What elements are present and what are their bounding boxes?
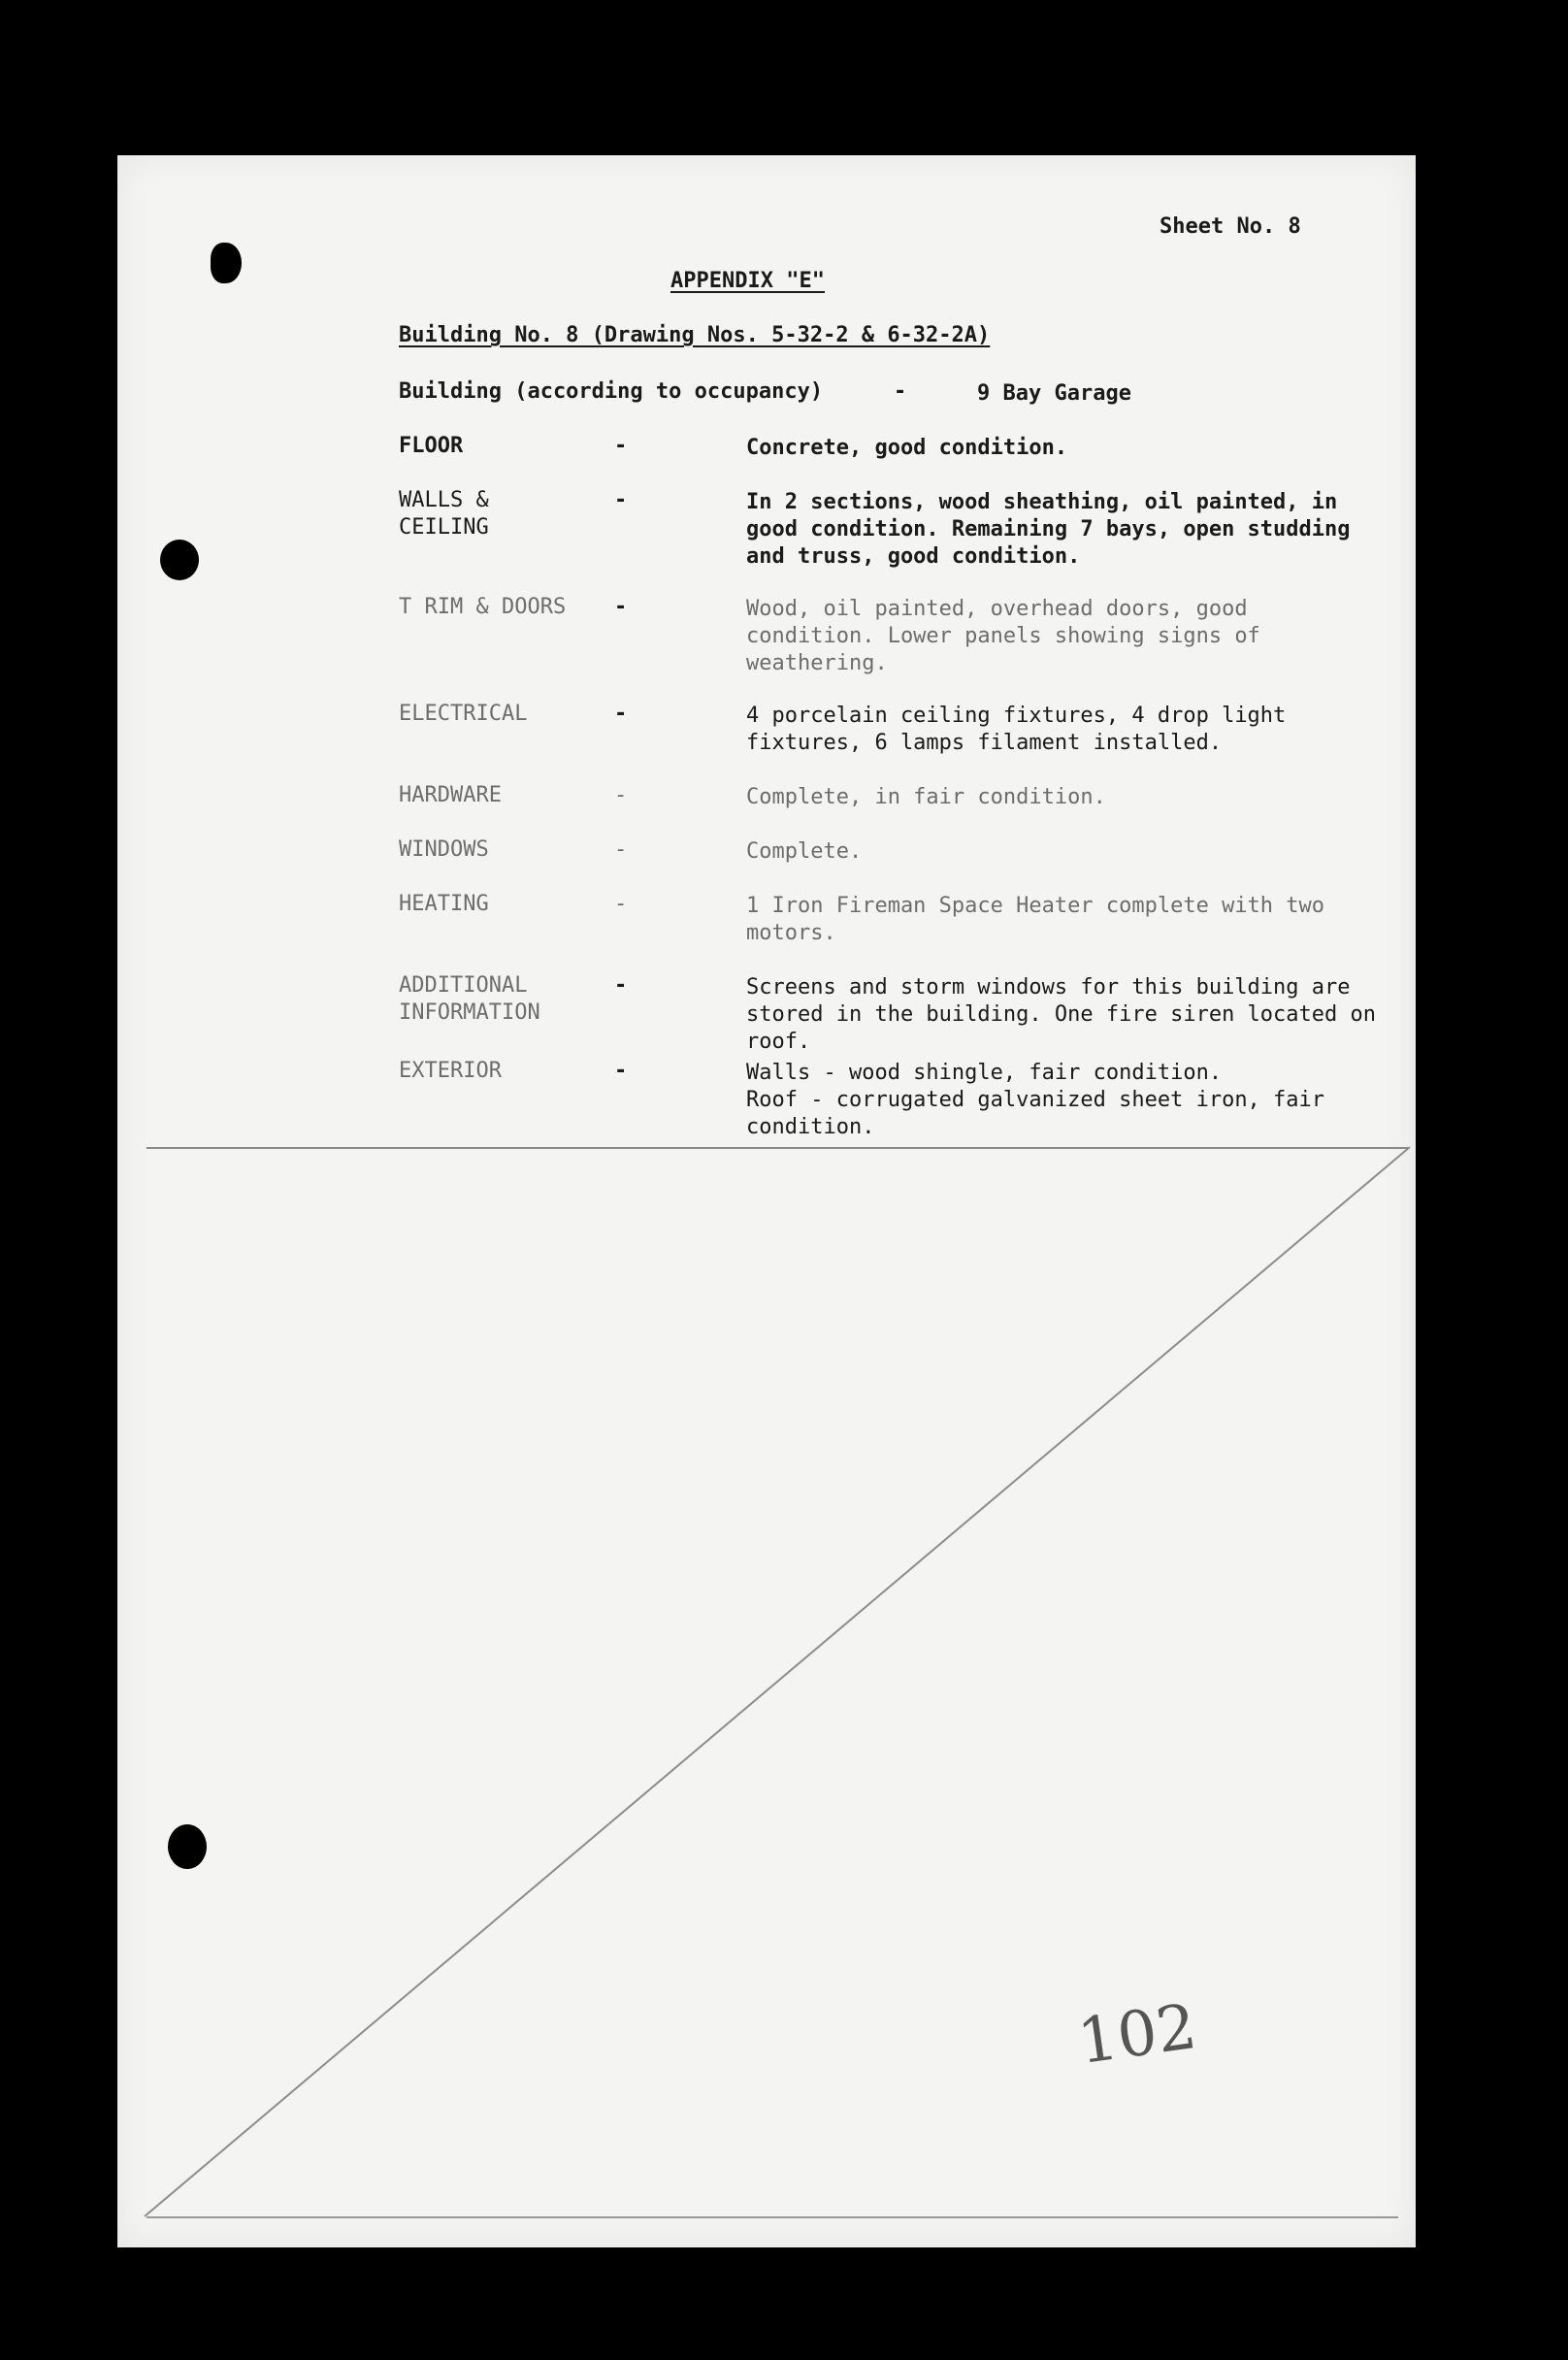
row-description: 4 porcelain ceiling fixtures, 4 drop light fixtures, 6 lamps filament installed. — [746, 704, 1287, 755]
row-description: Concrete, good condition. — [746, 436, 1068, 460]
row-label: FLOOR — [399, 434, 464, 458]
row-label: HARDWARE — [399, 783, 502, 807]
row-description: Wood, oil painted, overhead doors, good condition. Lower panels showing signs of weathering. — [746, 597, 1260, 675]
row-dash: - — [614, 488, 628, 512]
cancellation-diagonal-line — [117, 155, 1416, 2247]
row-dash: - — [614, 434, 628, 458]
row-dash: - — [614, 837, 628, 862]
row-label: WALLS & CEILING — [399, 488, 489, 540]
row-dash: - — [614, 892, 628, 916]
row-description: Walls - wood shingle, fair condition. Roof - corrugated galvanized sheet iron, fair condition. — [746, 1061, 1325, 1139]
occupancy-label: Building (according to occupancy) — [399, 379, 824, 404]
building-heading: Building No. 8 (Drawing Nos. 5-32-2 & 6-32-2A) — [399, 323, 991, 347]
row-label: ELECTRICAL — [399, 702, 528, 726]
row-description: 1 Iron Fireman Space Heater complete with two motors. — [746, 894, 1325, 945]
row-label: WINDOWS — [399, 837, 489, 862]
handwritten-page-mark: 102 — [1073, 1990, 1201, 2080]
document-page — [117, 155, 1416, 2247]
row-description: Screens and storm windows for this building are stored in the building. One fire siren located on roof. — [746, 975, 1377, 1054]
row-description: Complete. — [746, 839, 863, 864]
row-description: In 2 sections, wood sheathing, oil painted, in good condition. Remaining 7 bays, open studding and truss, good condition. — [746, 490, 1351, 569]
row-dash: - — [614, 702, 628, 726]
occupancy-value: 9 Bay Garage — [977, 381, 1131, 406]
row-label: T RIM & DOORS — [399, 595, 567, 619]
occupancy-dash: - — [894, 379, 907, 404]
row-label: HEATING — [399, 892, 489, 916]
bottom-divider — [147, 2216, 1398, 2218]
sheet-number: Sheet No. 8 — [1160, 214, 1301, 239]
row-dash: - — [614, 973, 628, 998]
row-dash: - — [614, 783, 628, 807]
row-label: EXTERIOR — [399, 1059, 502, 1083]
row-description: Complete, in fair condition. — [746, 785, 1106, 809]
row-dash: - — [614, 1059, 628, 1083]
row-dash: - — [614, 595, 628, 619]
appendix-title: APPENDIX "E" — [670, 269, 825, 293]
row-label: ADDITIONAL INFORMATION — [399, 973, 540, 1025]
